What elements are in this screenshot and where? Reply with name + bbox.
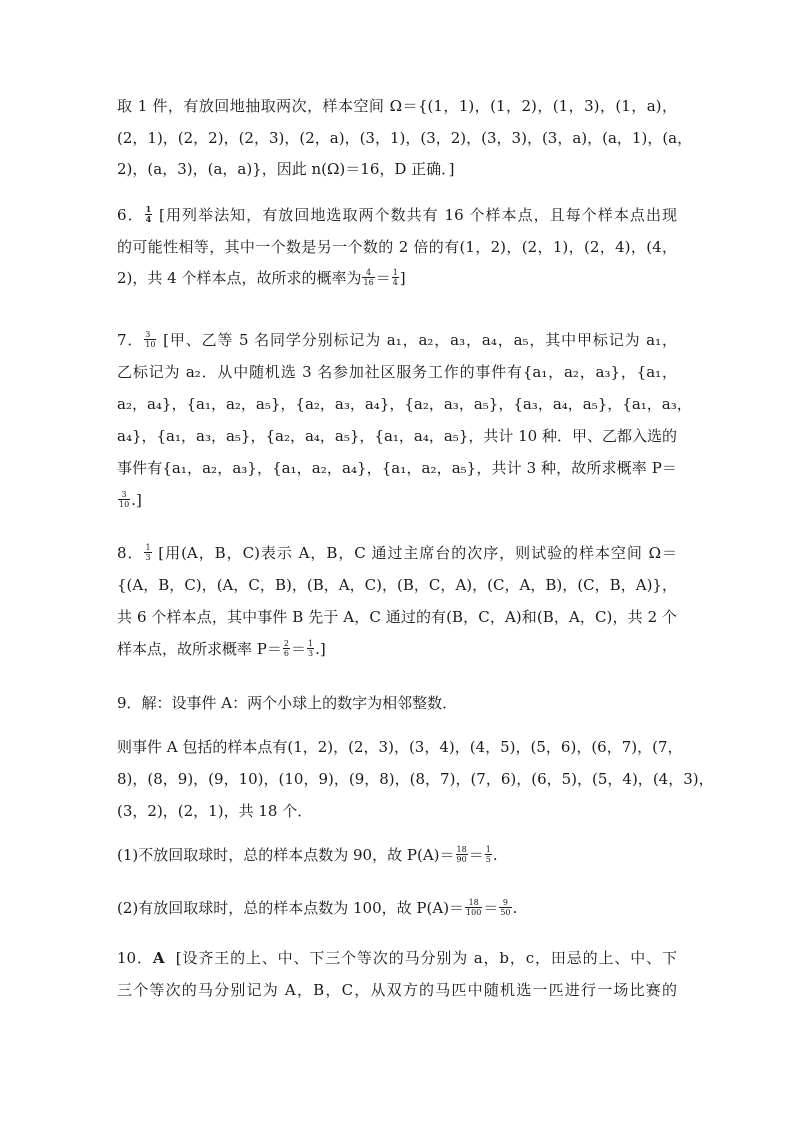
fraction: $\frac{18}{100}$ <box>466 897 482 917</box>
text-line: 9．解：设事件 A：两个小球上的数字为相邻整数． <box>117 694 458 712</box>
text-line: 取 1 件，有放回地抽取两次，样本空间 Ω＝{(1，1)，(1，2)，(1，3)，(1，a)， <box>117 97 677 115</box>
text-line: (2，1)，(2，2)，(2，3)，(2，a)，(3，1)，(3，2)，(3，3)，(3，a)，(a，1)，(a， <box>117 129 693 147</box>
fraction: $\frac{2}{6}$ <box>283 638 289 658</box>
text-line: 共 6 个样本点，其中事件 B 先于 A，C 通过的有(B，C，A)和(B，A，C)，共 2 个 <box>117 608 677 626</box>
solution-text: [用列举法知，有放回地选取两个数共有 16 个样本点，且每个样本点出现 <box>159 206 677 224</box>
text-line: $\frac{3}{10}$ .] <box>119 489 142 509</box>
question-number: 6． <box>117 206 144 224</box>
text-line: 三个等次的马分别记为 A，B，C，从双方的马匹中随机选一匹进行一场比赛的 <box>117 981 677 999</box>
question-number: 10． <box>117 949 153 967</box>
text-line: 样本点，故所求概率 P＝ $\frac{2}{6}$ ＝ $\frac{1}{3}$ .] <box>117 638 326 658</box>
question-number: 8． <box>117 544 144 562</box>
fraction: $\frac{4}{16}$ <box>363 267 374 287</box>
text-line <box>117 543 677 563</box>
text-line: (2)有放回取球时，总的样本点数为 100，故 P(A)＝ $\frac{18}{100}$ ＝ $\frac{9}{50}$ . <box>117 897 518 917</box>
fraction: $\frac{1}{5}$ <box>485 844 491 864</box>
answer-fraction: $\frac{1}{3}$ <box>145 542 151 562</box>
fraction: $\frac{9}{50}$ <box>500 897 511 917</box>
answer-fraction: $\frac{1}{4}$ <box>145 203 152 224</box>
text-line: 2)，(a，3)，(a，a)}，因此 n(Ω)＝16，D 正确．] <box>117 160 455 178</box>
solution-text: [甲、乙等 5 名同学分别标记为 a₁，a₂，a₃，a₄，a₅，其中甲标记为 a₁， <box>163 331 677 349</box>
text-line <box>117 330 677 350</box>
fraction: $\frac{18}{90}$ <box>456 844 467 864</box>
text-line <box>117 205 677 225</box>
text-line: a₂，a₄}，{a₁，a₂，a₅}，{a₂，a₃，a₄}，{a₂，a₃，a₅}，{a₃，a₄，a₅}，{a₁，a₃， <box>117 395 692 413</box>
text-line: 8)，(8，9)，(9，10)，(10，9)，(9，8)，(8，7)，(7，6)，(6，5)，(5，4)，(4，3)， <box>117 770 714 788</box>
solution-text: [用(A，B，C)表示 A，B，C 通过主席台的次序，则试验的样本空间 Ω＝ <box>158 544 677 562</box>
question-number: 7． <box>117 331 144 349</box>
text-line: 2)，共 4 个样本点，故所求的概率为 $\frac{4}{16}$ ＝ $\frac{1}{4}$ ] <box>117 267 406 287</box>
text-line: 则事件 A 包括的样本点有(1，2)，(2，3)，(3，4)，(4，5)，(5，6)，(6，7)，(7， <box>117 738 683 756</box>
text-line <box>117 948 677 968</box>
solution-text: [设齐王的上、中、下三个等次的马分别为 a，b，c，田忌的上、中、下 <box>175 949 677 967</box>
text-line: a₄}，{a₁，a₃，a₅}，{a₂，a₄，a₅}，{a₁，a₄，a₅}，共计 10 种．甲、乙都入选的 <box>117 427 677 445</box>
answer-choice: A <box>152 949 165 967</box>
text-line: 的可能性相等，其中一个数是另一个数的 2 倍的有(1，2)，(2，1)，(2，4)，(4， <box>117 238 677 256</box>
fraction: $\frac{1}{4}$ <box>392 267 398 287</box>
fraction: $\frac{1}{3}$ <box>307 638 314 658</box>
fraction: $\frac{3}{10}$ <box>119 489 130 509</box>
text-line: 乙标记为 a₂．从中随机选 3 名参加社区服务工作的事件有{a₁，a₂，a₃}，{a₁， <box>117 363 677 381</box>
text-line: (3，2)，(2，1)，共 18 个． <box>117 802 313 820</box>
text-line: {(A，B，C)，(A，C，B)，(B，A，C)，(B，C，A)，(C，A，B)，(C，B，A)}， <box>117 576 677 594</box>
answer-fraction: $\frac{3}{10}$ <box>145 329 156 349</box>
text-line: (1)不放回取球时，总的样本点数为 90，故 P(A)＝ $\frac{18}{90}$ ＝ $\frac{1}{5}$ . <box>117 844 498 864</box>
text-line: 事件有{a₁，a₂，a₃}，{a₁，a₂，a₄}，{a₁，a₂，a₅}，共计 3 种，故所求概率 P＝ <box>117 459 677 477</box>
